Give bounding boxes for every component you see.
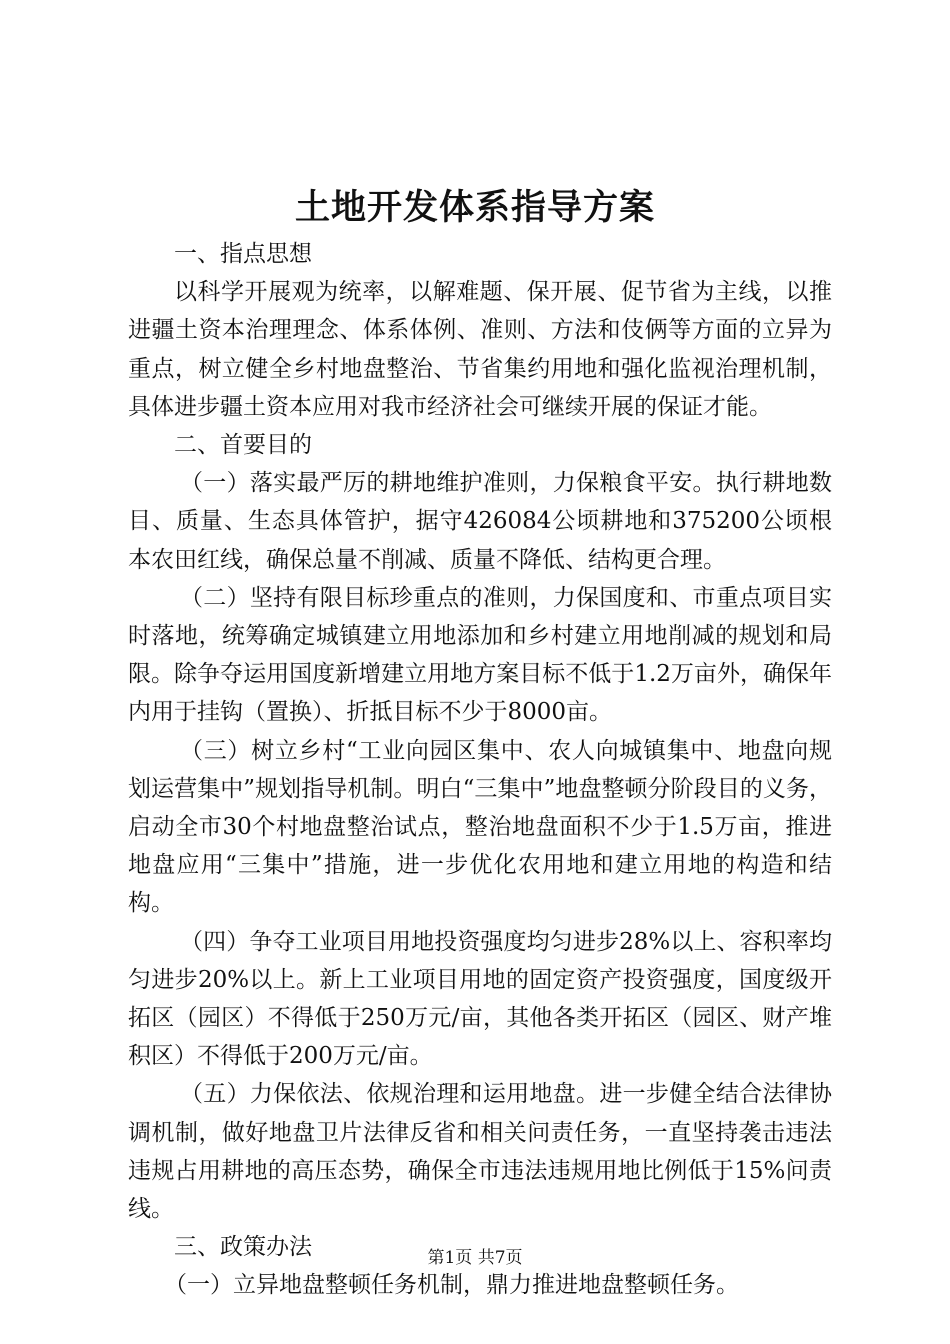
paragraph-goal-1: （一）落实最严厉的耕地维护准则，力保粮食平安。执行耕地数目、质量、生态具体管护，据守426084公顷耕地和375200公顷根本农田红线，确保总量不削减、质量不降低、结构更合理。 <box>128 470 832 573</box>
document-title: 土地开发体系指导方案 <box>294 187 655 228</box>
document-body <box>128 235 832 1305</box>
paragraph-guiding-ideology: 以科学开展观为统率，以解难题、保开展、促节省为主线，以推进疆土资本治理理念、体系体例、准则、方法和伎俩等方面的立异为重点，树立健全乡村地盘整治、节省集约用地和强化监视治理机制，具体进步疆土资本应用对我市经济社会可继续开展的保证才能。 <box>128 279 832 420</box>
page-number-footer: 第1页 共7页 <box>427 1248 523 1268</box>
paragraph-goal-3: （三）树立乡村“工业向园区集中、农人向城镇集中、地盘向规划运营集中”规划指导机制。明白“三集中”地盘整顿分阶段目的义务，启动全市30个村地盘整治试点，整治地盘面积不少于1.5万亩，推进地盘应用“三集中”措施，进一步优化农用地和建立用地的构造和结构。 <box>128 737 832 917</box>
paragraph-goal-4: （四）争夺工业项目用地投资强度均匀进步28%以上、容积率均匀进步20%以上。新上工业项目用地的固定资产投资强度，国度级开拓区（园区）不得低于250万元/亩，其他各类开拓区（园区、财产堆积区）不得低于200万元/亩。 <box>128 928 832 1070</box>
section-heading-policy-measures: 三、政策办法 <box>174 1234 312 1261</box>
section-heading-guiding-ideology: 一、指点思想 <box>174 241 312 267</box>
paragraph-measure-1: （一）立异地盘整顿任务机制，鼎力推进地盘整顿任务。 <box>164 1272 739 1299</box>
section-heading-main-goals: 二、首要目的 <box>174 432 312 459</box>
paragraph-goal-2: （二）坚持有限目标珍重点的准则，力保国度和、市重点项目实时落地，统筹确定城镇建立用地添加和乡村建立用地削减的规划和局限。除争夺运用国度新增建立用地方案目标不低于1.2万亩外，确保年内用于挂钩（置换）、折抵目标不少于8000亩。 <box>128 584 832 726</box>
paragraph-goal-5: （五）力保依法、依规治理和运用地盘。进一步健全结合法律协调机制，做好地盘卫片法律反省和相关问责任务，一直坚持袭击违法违规占用耕地的高压态势，确保全市违法违规用地比例低于15%问责线。 <box>128 1081 832 1223</box>
